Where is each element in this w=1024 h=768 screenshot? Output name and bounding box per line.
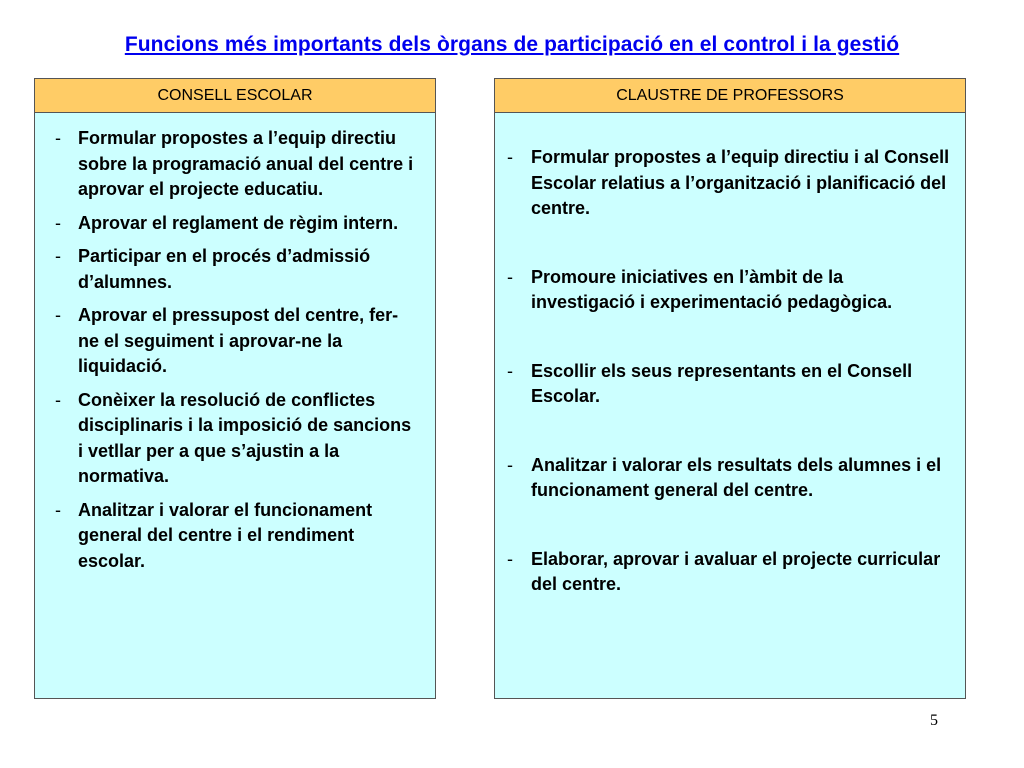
list-item (55, 303, 415, 380)
list-item (507, 145, 951, 222)
bullet-dash: - (55, 128, 61, 148)
list-item-text: Promoure iniciatives en l’àmbit de la investigació i experimentació pedagògica. (531, 266, 893, 312)
page-title: Funcions més importants dels òrgans de participació en el control i la gestió (124, 33, 900, 56)
list-item-text: Aprovar el reglament de règim intern. (78, 212, 399, 233)
page-number: 5 (930, 712, 938, 729)
list-item-text: Conèixer la resolució de conflictes disciplinaris i la imposició de sancions i vetllar per a que s’ajustin a la normativa. (78, 389, 412, 486)
consell-escolar-panel (34, 78, 436, 699)
list-item-text: Participar en el procés d’admissió d’alumnes. (78, 246, 371, 292)
bullet-dash: - (507, 548, 513, 569)
claustre-professors-list (495, 113, 965, 598)
bullet-dash: - (55, 246, 61, 266)
list-item-text: Escollir els seus representants en el Consell Escolar. (531, 360, 913, 406)
bullet-dash: - (507, 454, 513, 475)
claustre-professors-panel (494, 78, 966, 699)
list-item (55, 388, 415, 490)
consell-escolar-list (35, 113, 435, 574)
list-item-text: Aprovar el pressupost del centre, fer-ne el seguiment i aprovar-ne la liquidació. (78, 305, 399, 376)
list-item-text: Analitzar i valorar el funcionament general del centre i el rendiment escolar. (78, 499, 373, 571)
list-item (55, 211, 415, 237)
list-item-text: Formular propostes a l’equip directiu i al Consell Escolar relatius a l’organització i planificació del centre. (531, 147, 950, 218)
list-item (507, 265, 951, 316)
list-item (507, 547, 951, 598)
bullet-dash: - (507, 266, 513, 287)
bullet-dash: - (55, 212, 61, 233)
list-item-text: Formular propostes a l’equip directiu sobre la programació anual del centre i aprovar el projecte educatiu. (78, 128, 414, 199)
bullet-dash: - (55, 389, 61, 410)
bullet-dash: - (55, 499, 61, 520)
consell-escolar-heading: CONSELL ESCOLAR (35, 79, 435, 113)
list-item (55, 126, 415, 203)
bullet-dash: - (507, 360, 513, 381)
bullet-dash: - (507, 147, 513, 167)
list-item-text: Analitzar i valorar els resultats dels alumnes i el funcionament general del centre. (531, 454, 942, 500)
claustre-professors-heading: CLAUSTRE DE PROFESSORS (495, 79, 965, 113)
bullet-dash: - (55, 305, 61, 325)
list-item (507, 453, 951, 504)
list-item (507, 359, 951, 410)
list-item (55, 498, 415, 575)
list-item-text: Elaborar, aprovar i avaluar el projecte curricular del centre. (531, 548, 941, 594)
list-item (55, 244, 415, 295)
